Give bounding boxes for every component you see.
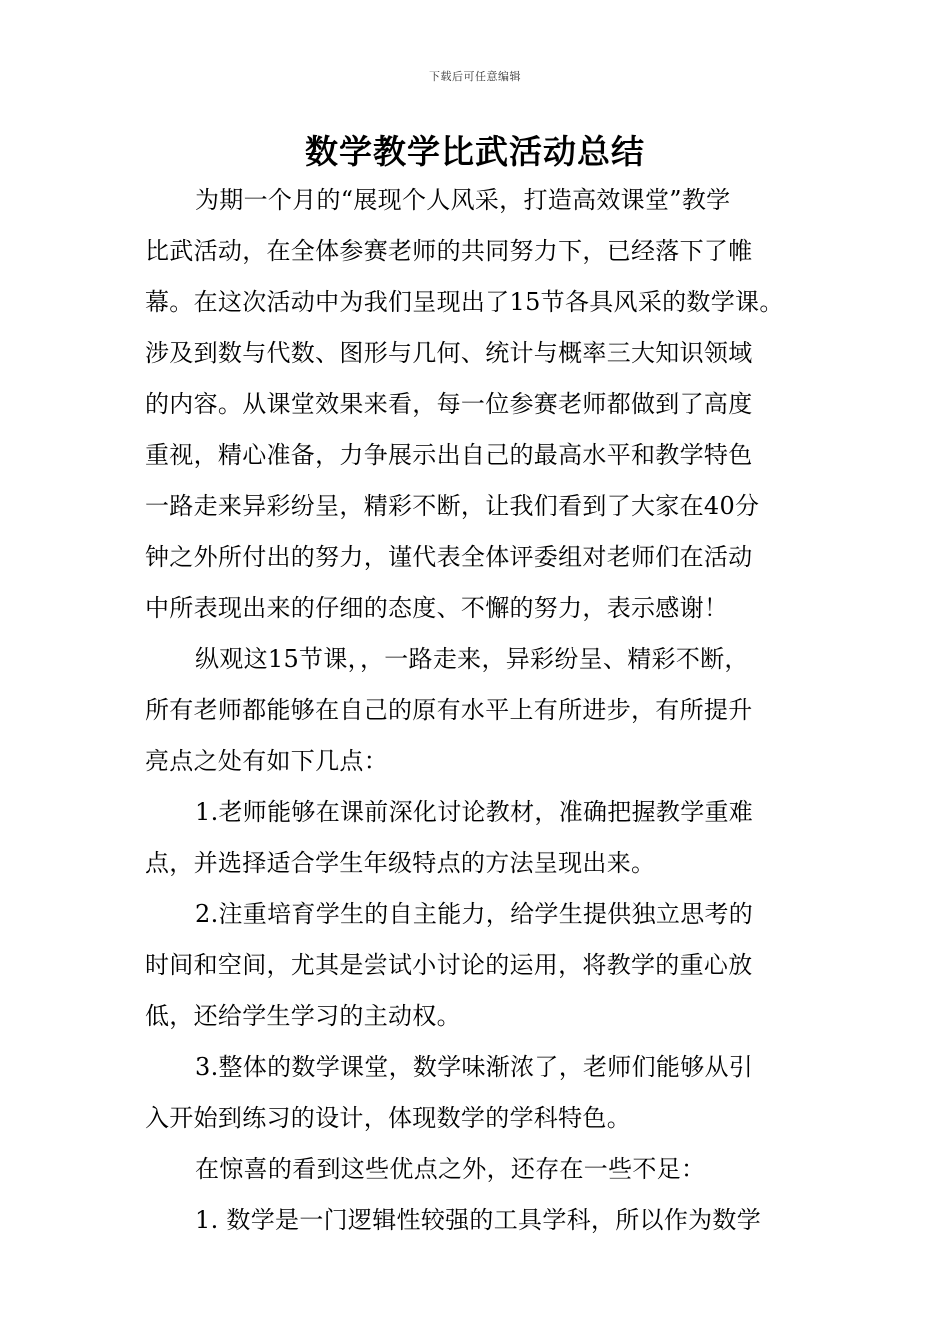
paragraph-line: 为期一个月的“展现个人风采，打造高效课堂”教学 <box>195 186 731 214</box>
paragraph-line: 比武活动，在全体参赛老师的共同努力下，已经落下了帷 <box>145 237 753 265</box>
paragraph-line: 重视，精心准备，力争展示出自己的最高水平和教学特色 <box>145 441 753 469</box>
paragraph-line: 所有老师都能够在自己的原有水平上有所进步，有所提升 <box>145 696 753 724</box>
paragraph-line: 钟之外所付出的努力，谨代表全体评委组对老师们在活动 <box>145 543 753 571</box>
header-note: 下载后可任意编辑 <box>429 70 521 83</box>
document-title: 数学教学比武活动总结 <box>305 132 645 171</box>
list-item-line: 低，还给学生学习的主动权。 <box>145 1002 461 1030</box>
paragraph-line: 中所表现出来的仔细的态度、不懈的努力，表示感谢！ <box>145 594 729 622</box>
list-item-line: 1. 数学是一门逻辑性较强的工具学科，所以作为数学 <box>195 1206 762 1234</box>
paragraph-line: 纵观这15节课，，一路走来，异彩纷呈、精彩不断， <box>195 645 749 673</box>
paragraph-line: 亮点之处有如下几点： <box>145 747 388 775</box>
list-item-line: 时间和空间，尤其是尝试小讨论的运用，将教学的重心放 <box>145 951 753 979</box>
document-body <box>145 175 813 1246</box>
paragraph-line: 涉及到数与代数、图形与几何、统计与概率三大知识领域 <box>145 339 753 367</box>
list-item-line: 2.注重培育学生的自主能力，给学生提供独立思考的 <box>195 900 754 928</box>
paragraph-line: 一路走来异彩纷呈，精彩不断，让我们看到了大家在40分 <box>145 492 760 520</box>
list-item-line: 3.整体的数学课堂，数学味渐浓了，老师们能够从引 <box>195 1053 754 1081</box>
list-item-line: 入开始到练习的设计，体现数学的学科特色。 <box>145 1104 631 1132</box>
paragraph-line: 幕。在这次活动中为我们呈现出了15节各具风采的数学课。 <box>145 288 784 316</box>
list-item-line: 1.老师能够在课前深化讨论教材，准确把握教学重难 <box>195 798 754 826</box>
paragraph-line: 的内容。从课堂效果来看，每一位参赛老师都做到了高度 <box>145 390 753 418</box>
list-item-line: 点，并选择适合学生年级特点的方法呈现出来。 <box>145 849 656 877</box>
paragraph-line: 在惊喜的看到这些优点之外，还存在一些不足： <box>195 1155 706 1183</box>
